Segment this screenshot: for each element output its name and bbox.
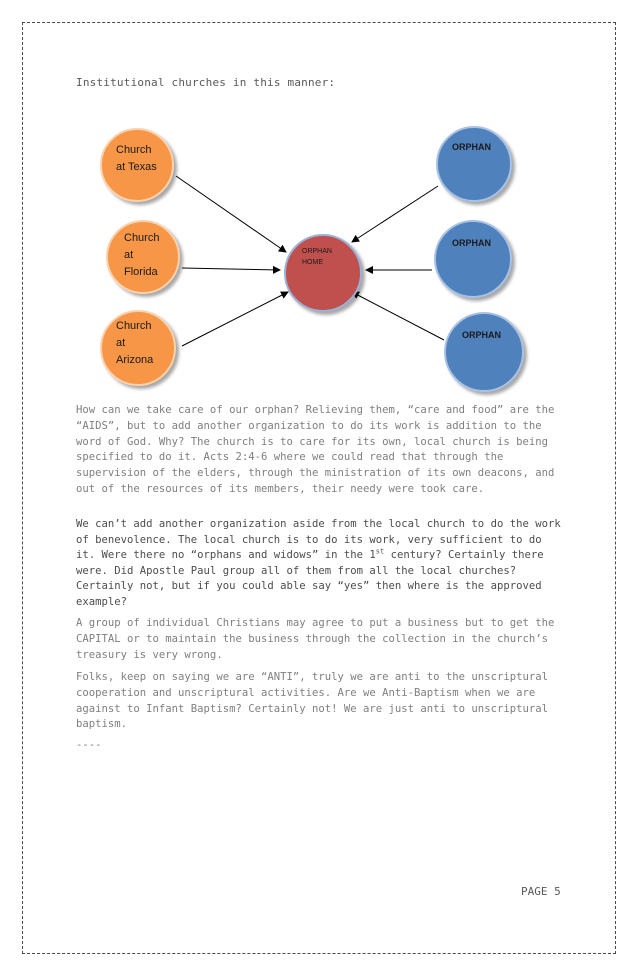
orphan-label-1: ORPHAN: [452, 142, 492, 152]
separator-line: ----: [76, 739, 102, 751]
paragraph-3: A group of individual Christians may agree to put a business but to get the CAPITAL or to maintain the business through the collection in the church’s treasury is very wrong.: [76, 617, 555, 661]
paragraph-2: [76, 517, 566, 611]
church-florida-label: Church at Florida: [124, 232, 160, 278]
church-texas-label: Church at Texas: [116, 144, 157, 173]
intro-text: Institutional churches in this manner:: [76, 76, 336, 89]
arrow-florida-to-home: [182, 268, 280, 270]
orphan-node-3: [444, 312, 524, 392]
orphan-label-3: ORPHAN: [462, 330, 502, 340]
arrow-orphan1-to-home: [352, 186, 438, 242]
arrow-orphan3-to-home: [352, 292, 444, 340]
arrow-arizona-to-home: [182, 292, 288, 346]
orphan-label-2: ORPHAN: [452, 238, 492, 248]
paragraph-2-superscript: st: [375, 547, 385, 556]
arrow-texas-to-home: [176, 176, 286, 252]
orphan-node-2: [434, 220, 512, 298]
paragraph-2-part-a: We can’t add another organization aside from the local church to do the work of benevolence. The local church is to do its work, very sufficient to do it. Were there no “orphans and widows” in the 1: [76, 518, 561, 562]
page-number: PAGE 5: [521, 885, 561, 898]
paragraph-4: Folks, keep on saying we are “ANTI”, truly we are anti to the unscriptural cooperation and unscriptural activities. Are we Anti-Baptism when we are against to Infant Baptism? Certainly not! We are just anti to unscriptural baptism.: [76, 671, 548, 731]
paragraph-2-part-b: century? Certainly there were. Did Apostle Paul group all of them from all the local churches? Certainly not, but if you could able say “yes” then where is the approved example?: [76, 549, 544, 608]
orphan-home-label: ORPHAN HOME: [302, 248, 332, 266]
orphan-node-1: [436, 126, 512, 202]
church-arizona-label: Church at Arizona: [116, 320, 154, 366]
paragraph-1: How can we take care of our orphan? Relieving them, “care and food” are the “AIDS”, but to add another organization to do its work is addition to the word of God. Why? The church is to care for its own, local church is being specified to do it. Acts 2:4-6 where we could read that through the supervision of the elders, through the ministration of its own deacons, and out of the resources of its members, their needy were took care.: [76, 404, 555, 495]
